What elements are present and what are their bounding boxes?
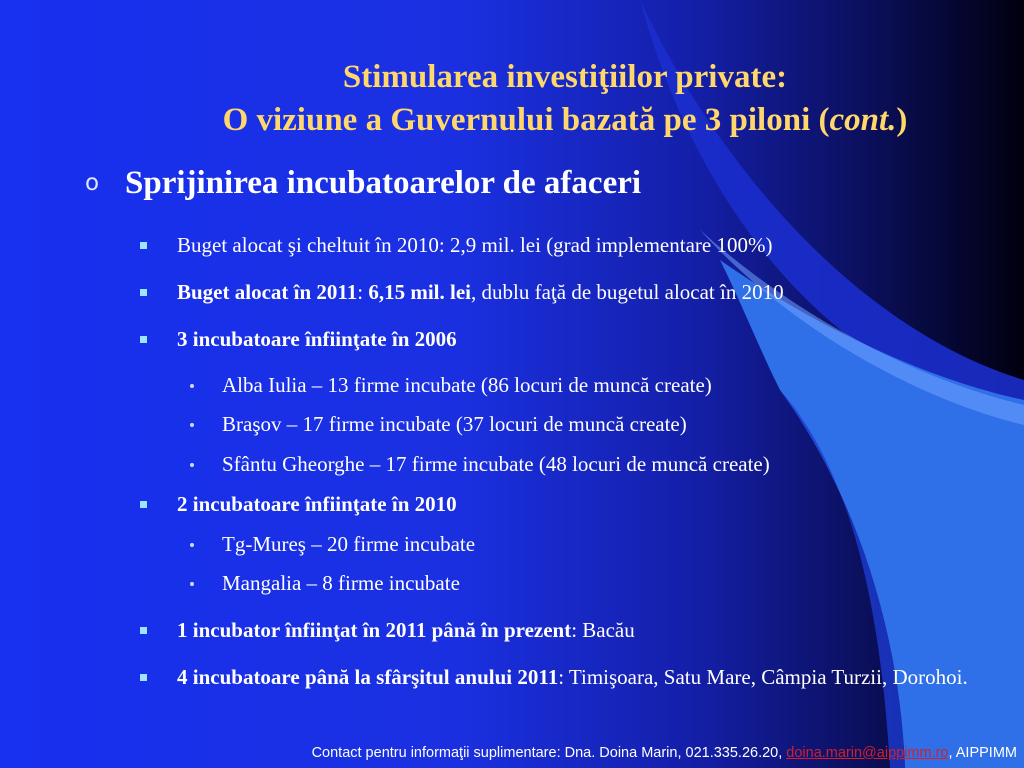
square-bullet-icon (140, 674, 147, 681)
list-item-text (177, 279, 784, 306)
sub-item-text: Sfântu Gheorghe – 17 firme incubate (48 locuri de muncă create) (222, 452, 770, 476)
dot-bullet-icon (190, 543, 194, 547)
square-bullet-icon (140, 242, 147, 249)
plain-text: , dublu faţă de bugetul alocat în 2010 (471, 280, 784, 304)
title-line-2-main: O viziune a Guvernului bazată pe 3 piloni ( (222, 102, 830, 138)
bold-text: 1 incubator înfiinţat în 2011 până în prezent (177, 618, 572, 642)
section-heading-text: Sprijinirea incubatoarelor de afaceri (125, 165, 642, 201)
dot-bullet-icon (190, 463, 194, 467)
footer-org: , AIPPIMM (948, 745, 1017, 761)
sub-item-text: Mangalia – 8 firme incubate (222, 571, 460, 595)
sub-item-text: Alba Iulia – 13 firme incubate (86 locuri de muncă create) (222, 373, 712, 397)
list-item-text: 2 incubatoare înfiinţate în 2010 (177, 492, 457, 516)
square-bullet-icon (140, 336, 147, 343)
bold-text: 6,15 mil. lei (368, 280, 472, 304)
bold-text: Buget alocat în 2011 (177, 280, 358, 304)
circle-bullet-icon: o (85, 170, 100, 196)
dot-bullet-icon (190, 582, 194, 586)
list-item-text: Buget alocat şi cheltuit în 2010: 2,9 mil. lei (grad implementare 100%) (177, 233, 773, 257)
dot-bullet-icon (190, 384, 194, 388)
plain-text: : Bacău (571, 618, 635, 642)
list-item-text (177, 664, 1013, 691)
square-bullet-icon (140, 289, 147, 296)
email-link[interactable]: doina.marin@aippimm.ro (786, 745, 949, 761)
title-line-2-italic: cont. (829, 102, 897, 138)
contact-footer (312, 743, 1017, 763)
sub-item-text: Tg-Mureş – 20 firme incubate (222, 532, 476, 556)
section-heading (85, 163, 641, 203)
bold-text: 4 incubatoare până la sfârşitul anului 2011 (177, 665, 559, 689)
list-item-text: 3 incubatoare înfiinţate în 2006 (177, 327, 457, 351)
list-item-text (177, 617, 635, 644)
slide-title (0, 56, 1024, 142)
plain-text: : (357, 280, 369, 304)
square-bullet-icon (140, 501, 147, 508)
dot-bullet-icon (190, 423, 194, 427)
square-bullet-icon (140, 627, 147, 634)
plain-text: : Timişoara, Satu Mare, Câmpia Turzii, Dorohoi. (558, 665, 968, 689)
title-line-2-end: ) (896, 102, 908, 138)
title-line-1: Stimularea investiţiilor private: (342, 59, 788, 95)
sub-item-text: Braşov – 17 firme incubate (37 locuri de muncă create) (222, 412, 687, 436)
footer-text: Contact pentru informaţii suplimentare: Dna. Doina Marin, 021.335.26.20, (311, 745, 787, 761)
title-line-2 (0, 99, 1024, 142)
